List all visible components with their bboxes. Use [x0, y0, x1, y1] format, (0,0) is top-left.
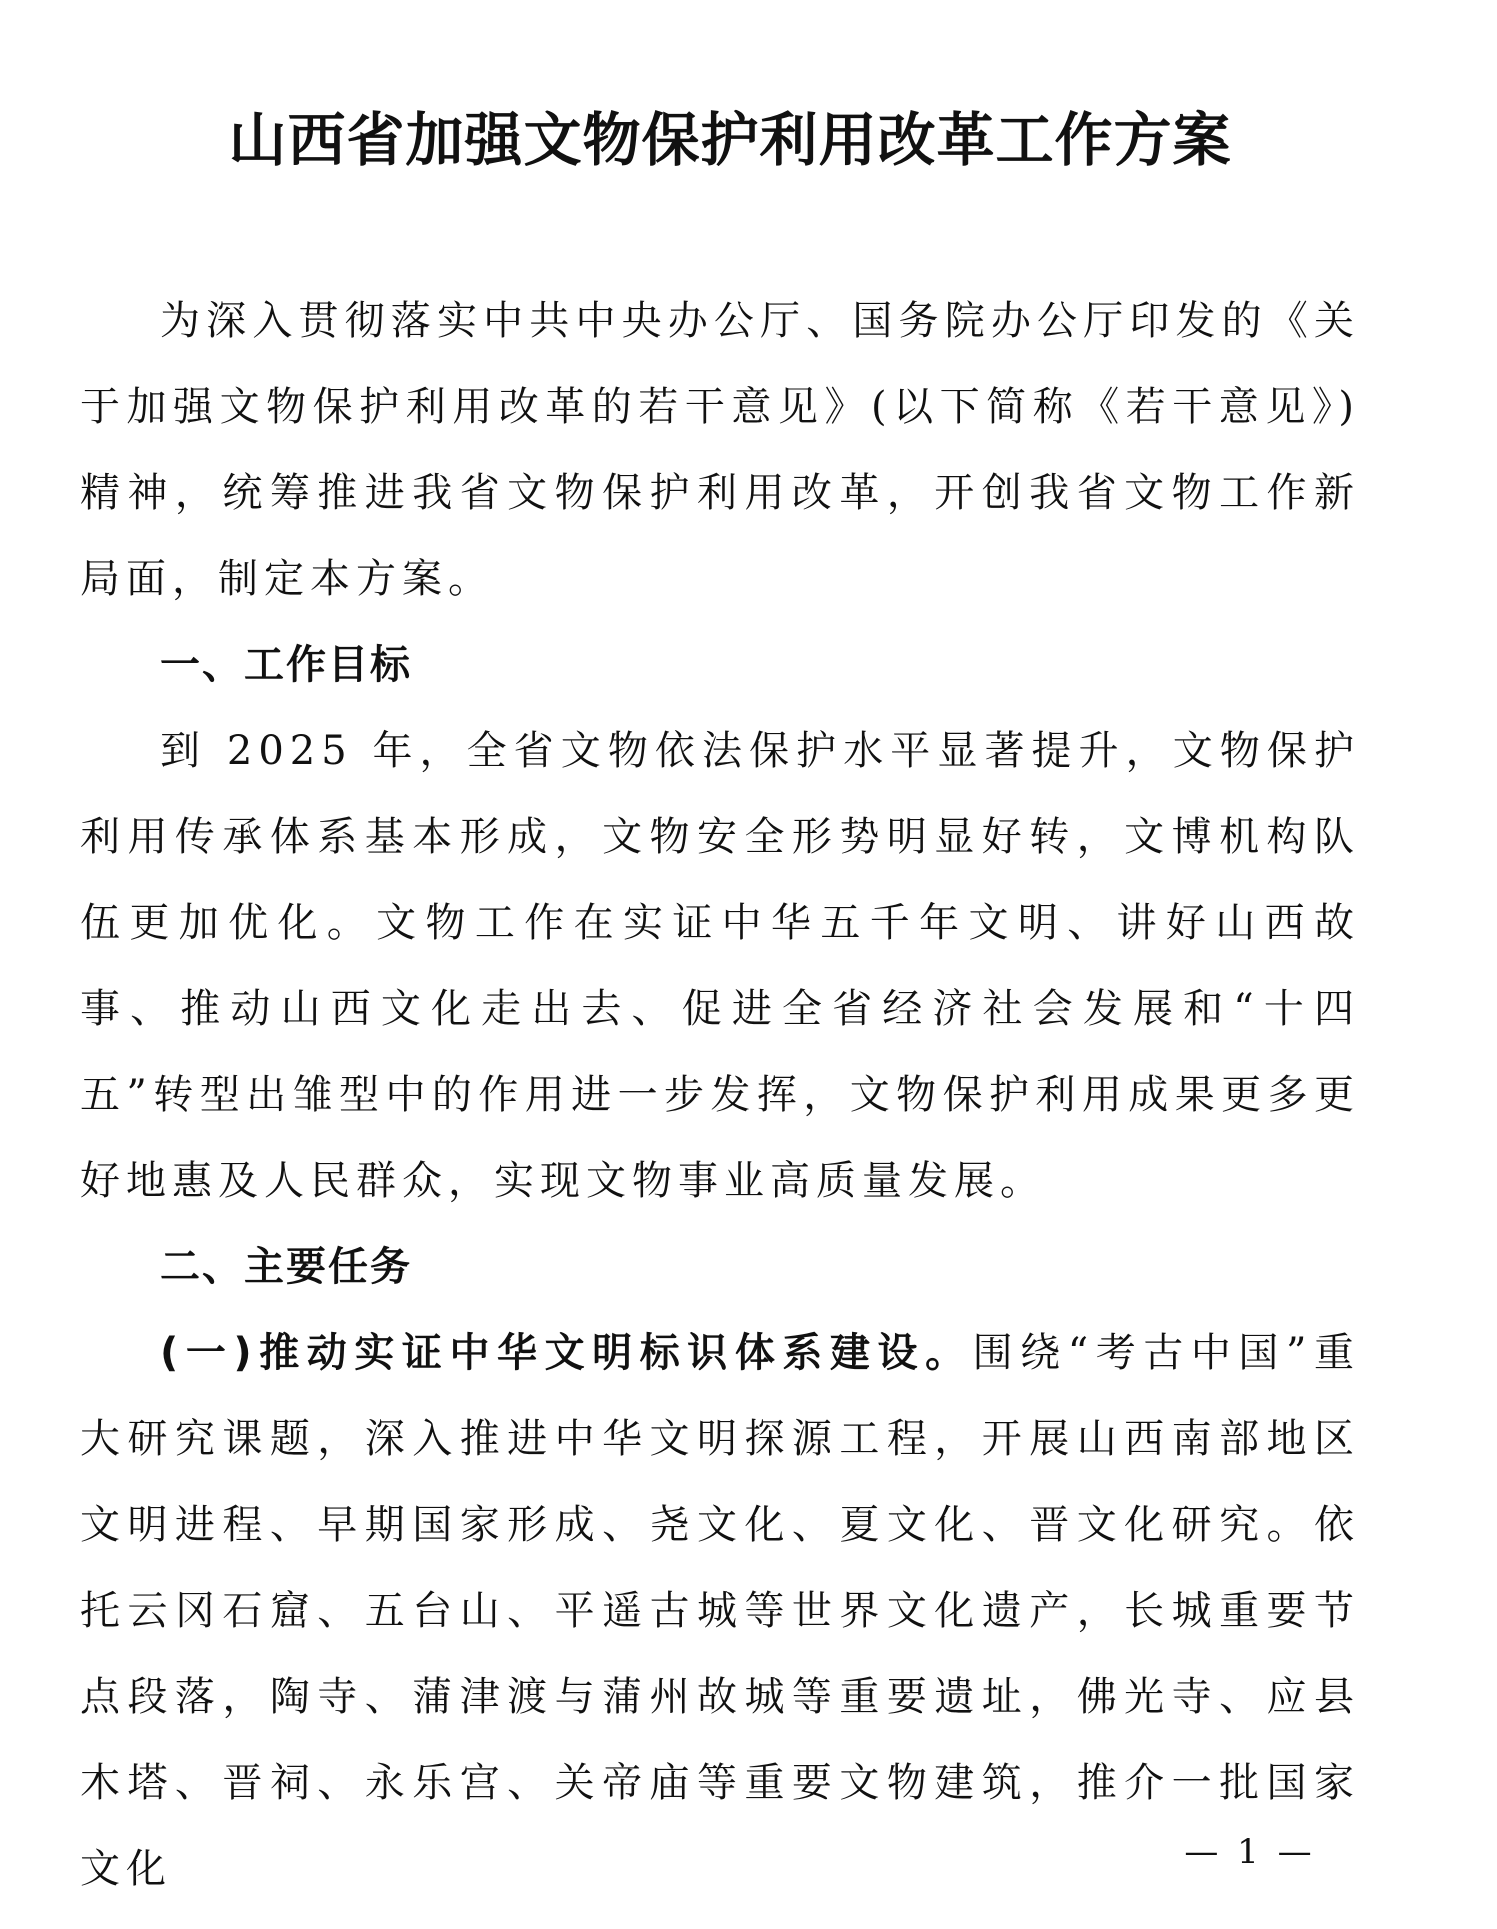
goals-paragraph: 到 2025 年，全省文物依法保护水平显著提升，文物保护利用传承体系基本形成，文物安全形势明显好转，文博机构队伍更加优化。文物工作在实证中华五千年文明、讲好山西故事、推动山西文化走出去、促进全省经济社会发展和“十四五”转型出雏型中的作用进一步发挥，文物保护利用成果更多更好地惠及人民群众，实现文物事业高质量发展。: [80, 728, 1360, 1204]
document-body: [80, 278, 1360, 1912]
intro-paragraph: 为深入贯彻落实中共中央办公厅、国务院办公厅印发的《关于加强文物保护利用改革的若干意见》(以下简称《若干意见》)精神，统筹推进我省文物保护利用改革，开创我省文物工作新局面，制定本方案。: [80, 298, 1360, 602]
task-1-title: (一)推动实证中华文明标识体系建设。: [160, 1330, 973, 1376]
task-1-paragraph: [80, 1310, 1360, 1912]
section-heading-tasks: 二、主要任务: [160, 1244, 412, 1290]
section-heading-goals: 一、工作目标: [160, 642, 412, 688]
task-1-body: 围绕“考古中国”重大研究课题，深入推进中华文明探源工程，开展山西南部地区文明进程、早期国家形成、尧文化、夏文化、晋文化研究。依托云冈石窟、五台山、平遥古城等世界文化遗产，长城重要节点段落，陶寺、蒲津渡与蒲州故城等重要遗址，佛光寺、应县木塔、晋祠、永乐宫、关帝庙等重要文物建筑，推介一批国家文化: [80, 1330, 1360, 1892]
document-title: 山西省加强文物保护利用改革工作方案: [228, 106, 1232, 174]
page-number: — 1 —: [1184, 1832, 1316, 1872]
